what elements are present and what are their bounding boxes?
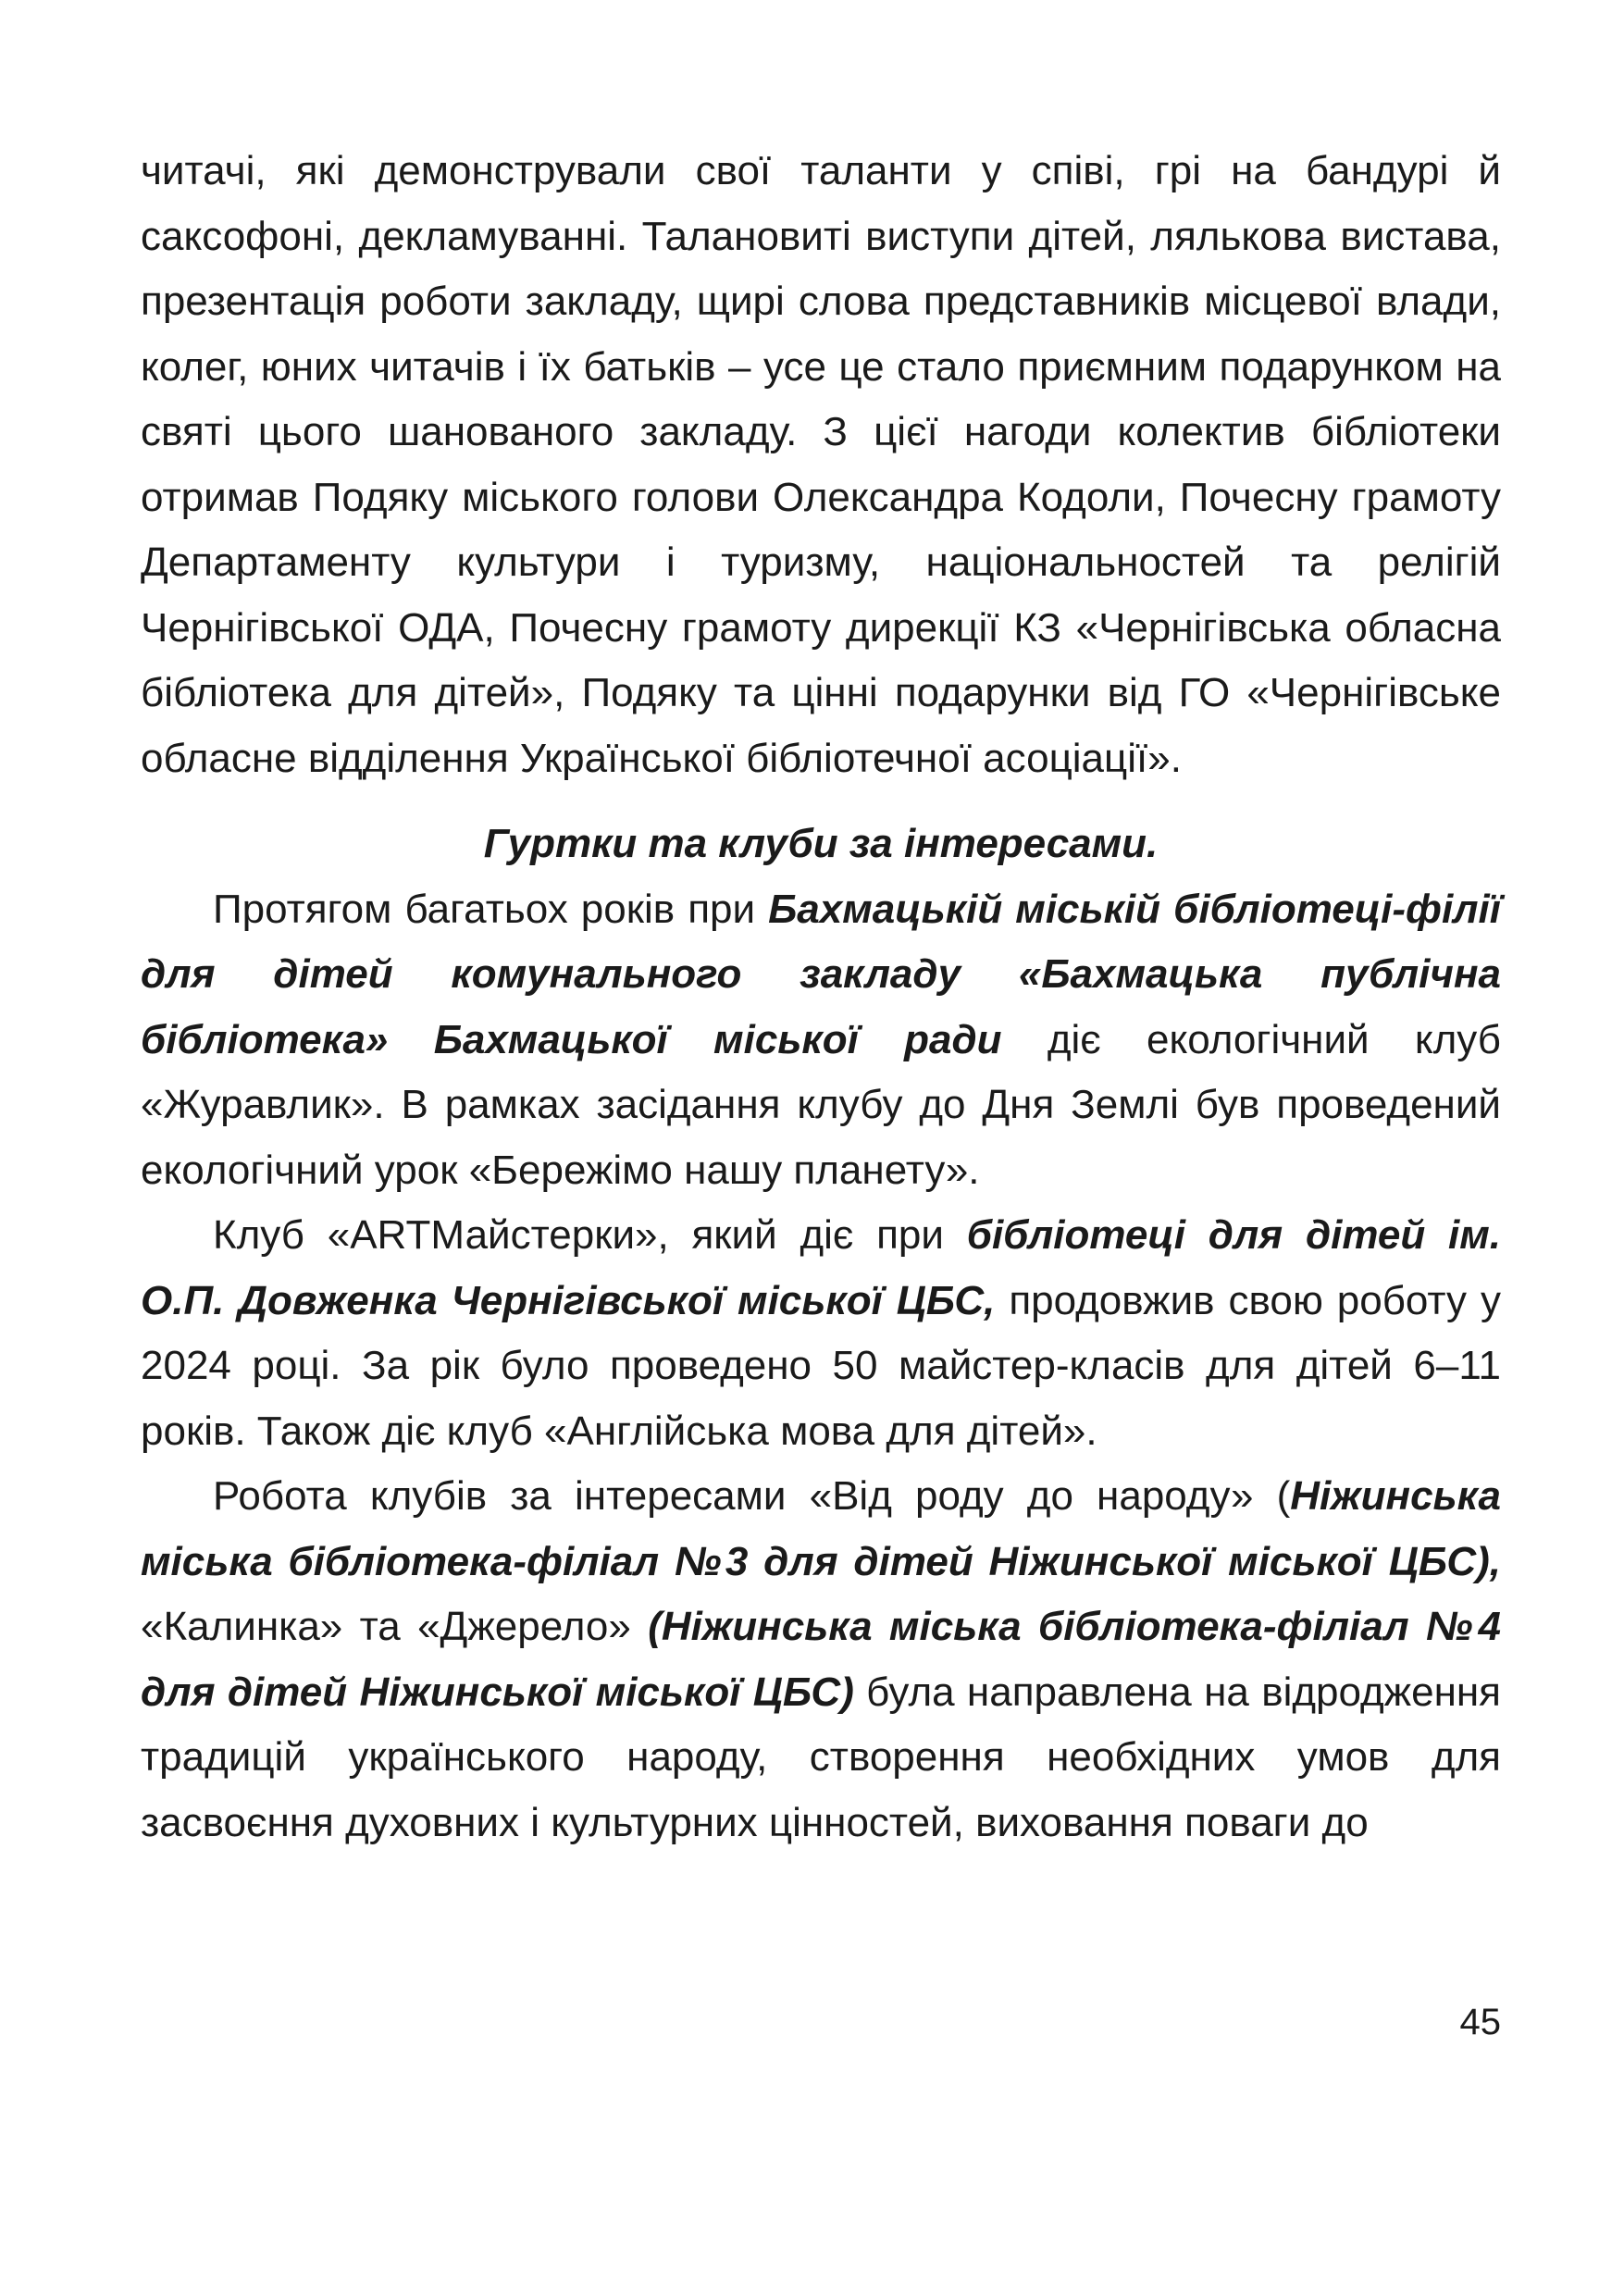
- plain-text: діє екологічний клуб «Журавлик». В рамках засідання клубу до Дня Землі був проведений екологічний урок «Бережімо нашу планету».: [141, 1016, 1502, 1193]
- library-name-bold: Бахмацькій міській бібліотеці-філії для дітей комунального закладу «Бахмацька публічна бібліотека» Бахмацької міської ради: [141, 886, 1501, 1062]
- plain-text: «Калинка» та «Джерело»: [141, 1604, 649, 1649]
- library-name-bold: (Ніжинська міська бібліотека-філіал №4 для дітей Ніжинської міської ЦБС): [141, 1604, 1501, 1715]
- continuation-paragraph: читачі, які демонстрували свої таланти у співі, грі на бандурі й саксофоні, декламуванні. Талановиті виступи дітей, лялькова вистава, презентація роботи закладу, щирі слова представників місцевої влади, колег, юних читачів і їх батьків – усе це стало приємним подарунком на святі цього шанованого закладу. З цієї нагоди колектив бібліотеки отримав Подяку міського голови Олександра Кодоли, Почесну грамоту Департаменту культури і туризму, національностей та релігій Чернігівської ОДА, Почесну грамоту дирекції КЗ «Чернігівська обласна бібліотека для дітей», Подяку та цінні подарунки від ГО «Чернігівське обласне відділення Української бібліотечної асоціації».: [141, 148, 1501, 781]
- section-heading: Гуртки та клуби за інтересами.: [483, 821, 1159, 866]
- library-name-bold: Ніжинська міська бібліотека-філіал №3 для дітей Ніжинської міської ЦБС),: [141, 1473, 1501, 1584]
- paragraph-art-club: [141, 1203, 1501, 1464]
- page-body: [141, 139, 1501, 1855]
- plain-text: Протягом багатьох років при: [213, 886, 769, 932]
- library-name-bold: бібліотеці для дітей ім. О.П. Довженка Чернігівської міської ЦБС,: [141, 1212, 1502, 1323]
- plain-text: Робота клубів за інтересами «Від роду до народу» (: [213, 1473, 1291, 1519]
- page-number: 45: [1459, 2002, 1501, 2042]
- plain-text: Клуб «ARTМайстерки», який діє при: [213, 1212, 967, 1258]
- plain-text: продовжив свою роботу у 2024 році. За рік було проведено 50 майстер-класів для дітей 6–11 років. Також діє клуб «Англійська мова для дітей».: [141, 1277, 1501, 1454]
- paragraph-nizhyn-clubs: [141, 1464, 1501, 1855]
- plain-text: була направлена на відродження традицій українського народу, створення необхідних умов для засвоєння духовних і культурних цінностей, виховання поваги до: [141, 1669, 1501, 1845]
- paragraph-bakhmach-club: [141, 877, 1501, 1204]
